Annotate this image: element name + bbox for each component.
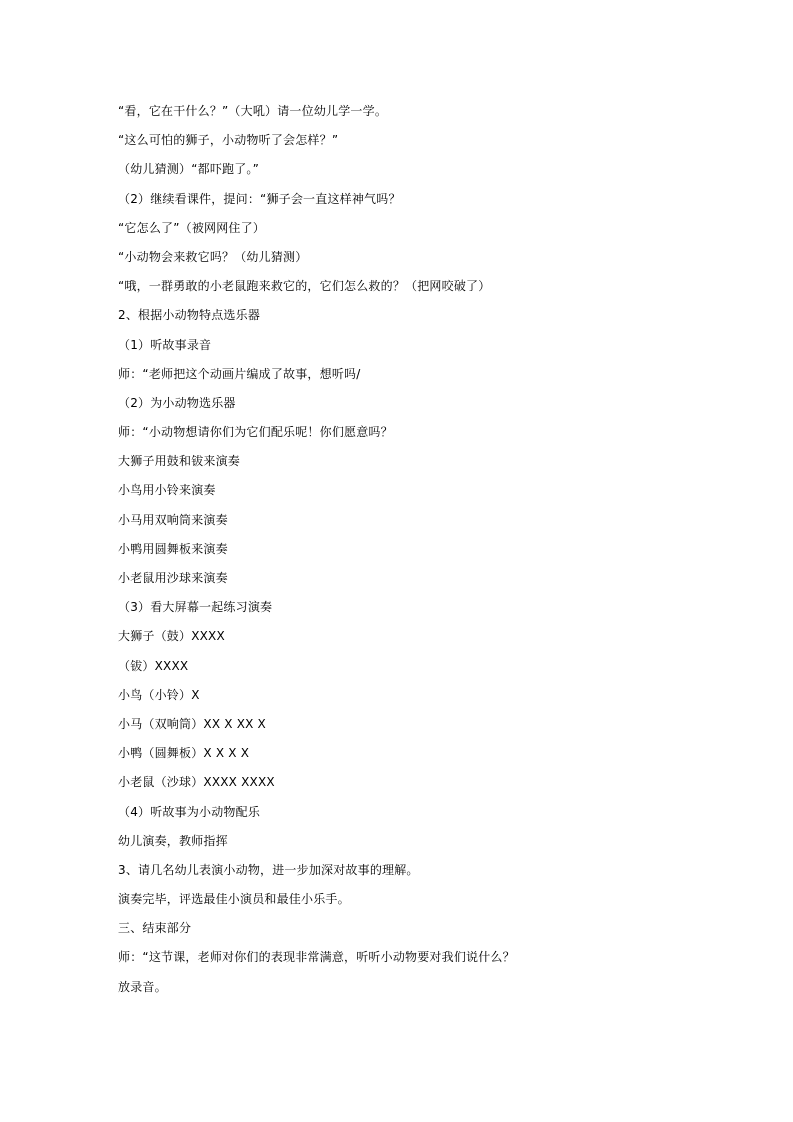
text-line: “看，它在干什么？”（大吼）请一位幼儿学一学。 xyxy=(118,104,388,118)
document-body xyxy=(118,101,718,1006)
text-line: （幼儿猜测）“都吓跑了。” xyxy=(118,162,260,177)
text-line: 演奏完毕，评选最佳小演员和最佳小乐手。 xyxy=(118,892,350,907)
text-line: 大狮子用鼓和钹来演奏 xyxy=(118,454,241,469)
text-line: 小老鼠用沙球来演奏 xyxy=(118,571,228,585)
text-line: “小动物会来救它吗？（幼儿猜测） xyxy=(118,249,308,264)
text-line: （3）看大屏幕一起练习演奏 xyxy=(118,600,273,615)
text-line: 师：“老师把这个动画片编成了故事，想听吗/ xyxy=(118,366,361,381)
text-line: 幼儿演奏，教师指挥 xyxy=(118,833,228,848)
text-line: “它怎么了”（被网网住了） xyxy=(118,220,266,235)
text-line: （钹）XXXX xyxy=(118,658,189,673)
text-line: （2）为小动物选乐器 xyxy=(118,395,236,410)
text-line: 小马用双响筒来演奏 xyxy=(118,512,228,527)
text-line: 小鸭用圆舞板来演奏 xyxy=(118,541,228,556)
text-line: （2）继续看课件，提问：“狮子会一直这样神气吗？ xyxy=(118,191,401,206)
section-heading: 3、请几名幼儿表演小动物，进一步加深对故事的理解。 xyxy=(118,862,419,877)
text-line: 师：“小动物想请你们为它们配乐呢！你们愿意吗？ xyxy=(118,425,393,440)
text-line: 小鸭（圆舞板）X X X X xyxy=(118,746,250,761)
text-line: （1）听故事录音 xyxy=(118,337,212,352)
text-line: （4）听故事为小动物配乐 xyxy=(118,804,261,819)
section-heading: 2、根据小动物特点选乐器 xyxy=(118,308,261,323)
text-line: “哦，一群勇敢的小老鼠跑来救它的，它们怎么救的？（把网咬破了） xyxy=(118,279,491,294)
text-line: 放录音。 xyxy=(118,979,167,994)
text-line: 小马（双响筒）XX X XX X xyxy=(118,716,266,731)
text-line: 小鸟用小铃来演奏 xyxy=(118,483,216,498)
text-line: “这么可怕的狮子，小动物听了会怎样？” xyxy=(118,133,339,148)
text-line: 小老鼠（沙球）XXXX XXXX xyxy=(118,775,275,790)
text-line: 师：“这节课，老师对你们的表现非常满意，听听小动物要对我们说什么？ xyxy=(118,950,515,965)
text-line: 小鸟（小铃）X xyxy=(118,687,200,702)
text-line: 大狮子（鼓）XXXX xyxy=(118,629,225,644)
section-heading: 三、结束部分 xyxy=(118,921,192,936)
